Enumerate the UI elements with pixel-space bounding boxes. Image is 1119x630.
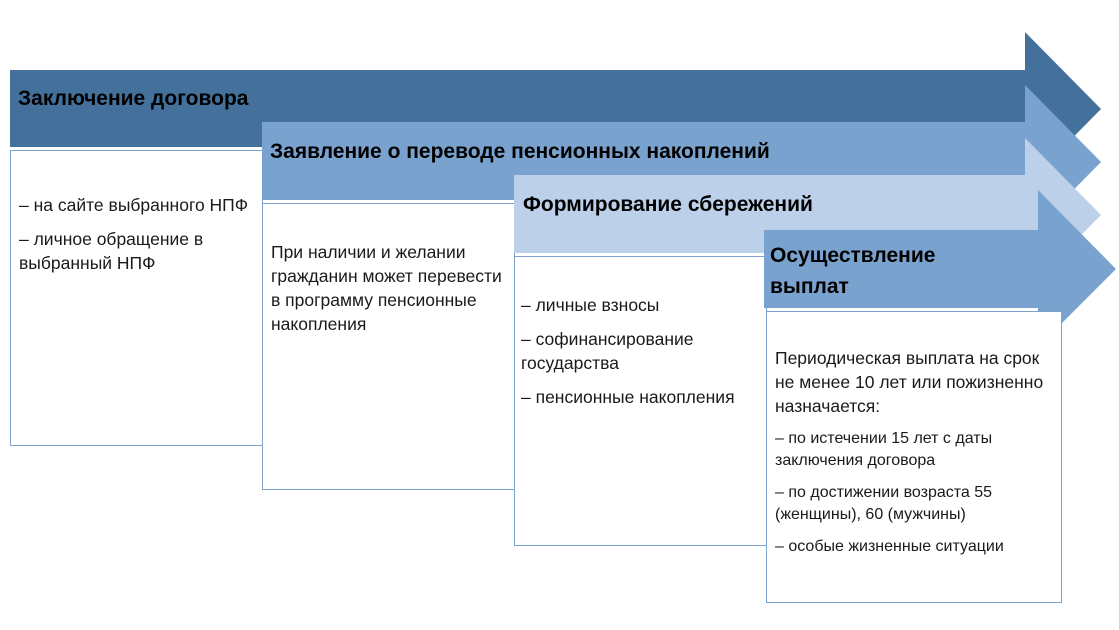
step-2-item-1: При наличии и желании гражданин может перевести в программу пенсионные накопления bbox=[271, 242, 502, 334]
step-4-item-4: – особые жизненные ситуации bbox=[775, 538, 1004, 555]
step-3-item-3: – пенсионные накопления bbox=[521, 387, 735, 407]
step-4-item-1: Периодическая выплата на срок не менее 10 лет или пожизненно назначается: bbox=[775, 348, 1044, 416]
step-4-box bbox=[766, 311, 1062, 603]
step-4-title: Осуществление выплат bbox=[770, 244, 936, 298]
step-4-item-2: – по истечении 15 лет с даты заключения договора bbox=[775, 430, 993, 469]
step-2-title: Заявление о переводе пенсионных накоплений bbox=[270, 140, 770, 163]
step-3-item-1: – личные взносы bbox=[521, 295, 660, 315]
step-4-item-3: – по достижении возраста 55 (женщины), 60 (мужчины) bbox=[775, 484, 993, 523]
step-1-item-1: – на сайте выбранного НПФ bbox=[19, 195, 249, 215]
step-3-title: Формирование сбережений bbox=[523, 193, 813, 216]
step-3-item-2: – софинансирование государства bbox=[521, 329, 694, 373]
step-1-title: Заключение договора bbox=[18, 87, 249, 110]
step-1-item-2: – личное обращение в выбранный НПФ bbox=[19, 229, 204, 273]
